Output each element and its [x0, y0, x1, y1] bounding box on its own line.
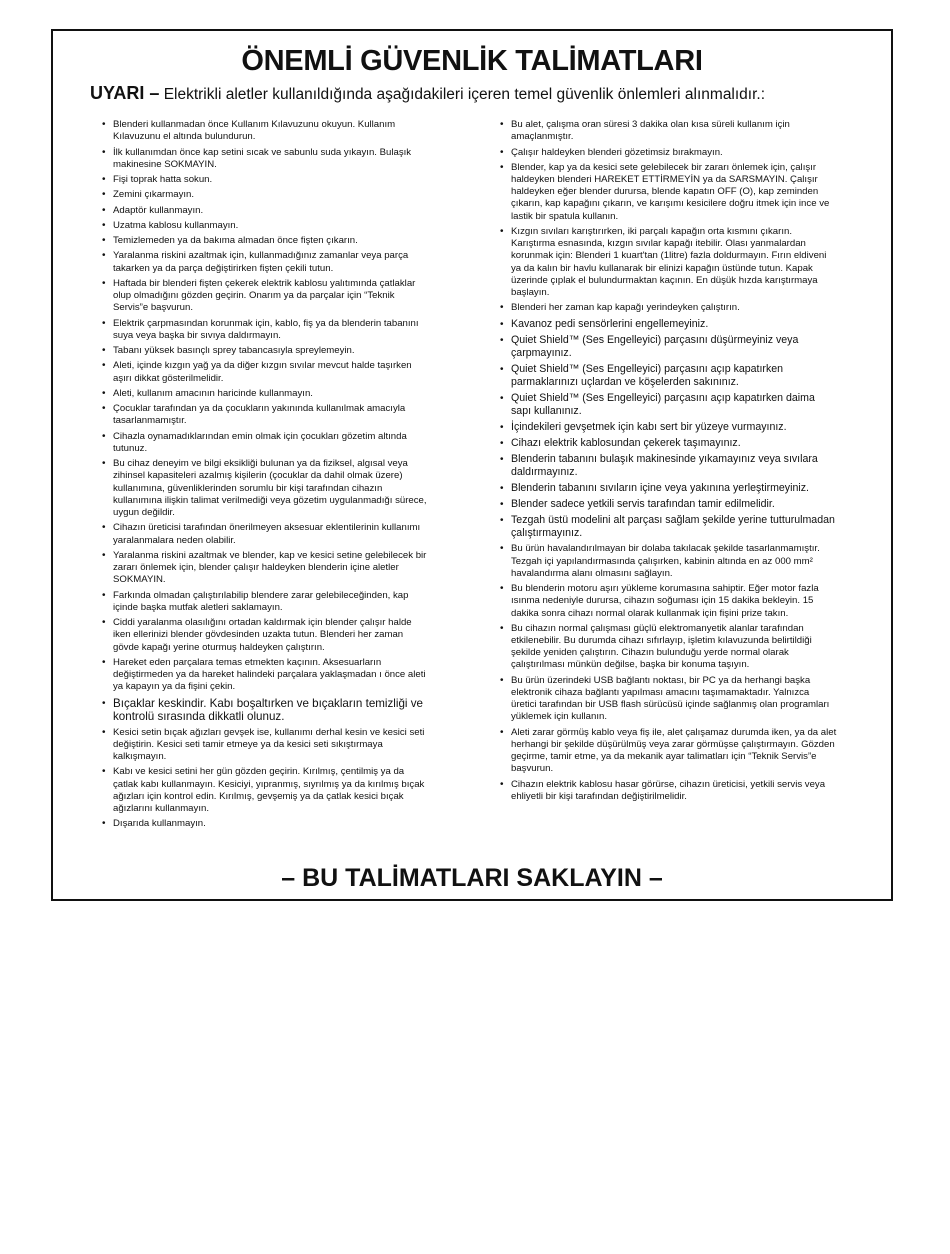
list-item: • Dışarıda kullanmayın. — [99, 818, 429, 830]
list-item: • Cihazı elektrik kablosundan çekerek taşımayınız. — [497, 437, 837, 450]
list-item: • Bu ürün havalandırılmayan bir dolaba takılacak şekilde tasarlanmamıştır. Tezgah içi yapılandırmasında çalışırken, kabinin altında en az 000 mm² havalandırma alanı olmasını sağlayın. — [497, 543, 837, 580]
list-item: • Hareket eden parçalara temas etmekten kaçının. Aksesuarların değiştirmeden ya da hareket halindeki parçalara yaklaşmadan ı önce aleti ya kapayın ya da fişini çekin. — [99, 657, 429, 694]
list-item: • Blenderin tabanını sıvıların içine veya yakınına yerleştirmeyiniz. — [497, 482, 837, 495]
list-item: • Kavanoz pedi sensörlerini engellemeyiniz. — [497, 318, 837, 331]
list-item: • Kabı ve kesici setini her gün gözden geçirin. Kırılmış, çentilmiş ya da çatlak kabı kullanmayın. Kesiciyi, yıpranmış, sıyrılmış ya da kırılmış bıçak ağızları için kontrol edin. Kırılmış, gevşemiş ya da çatlak kesici bıçak ağızlarını kullanmayın. — [99, 766, 429, 815]
list-item: • Bu blenderin motoru aşırı yükleme korumasına sahiptir. Eğer motor fazla ısınma nedeniyle durursa, cihazın soğuması için 15 dakika bekleyin. 15 dakika sonra cihazı normal olarak kullanmak için fişini prize takın. — [497, 583, 837, 620]
list-item: • Zemini çıkarmayın. — [99, 189, 429, 201]
list-item: • Yaralanma riskini azaltmak için, kullanmadığınız zamanlar veya parça takarken ya da parça değiştirirken fişten çekili tutun. — [99, 250, 429, 274]
list-item: • Kesici setin bıçak ağızları gevşek ise, kullanımı derhal kesin ve kesici seti değiştirin. Kesici seti tamir etmeye ya da kesici seti sıkıştırmaya kalkışmayın. — [99, 727, 429, 764]
list-item: • Ciddi yaralanma olasılığını ortadan kaldırmak için blender çalışır halde iken ellerinizi blender gövdesinden uzakta tutun. Blenderi her zaman gövde kapağı yerine oturmuş haldeyken çalıştırın. — [99, 617, 429, 654]
list-item: • Çocuklar tarafından ya da çocukların yakınında kullanılmak amacıyla tasarlanmamıştır. — [99, 403, 429, 427]
list-item: • Aleti, kullanım amacının haricinde kullanmayın. — [99, 388, 429, 400]
instructions-frame — [51, 29, 893, 901]
list-item: • Bu ürün üzerindeki USB bağlantı noktası, bir PC ya da herhangi başka elektronik cihaza bağlantı yapılması amacını taşımamaktadır. Yalnızca üretici tarafından bir USB flash sürücüsü içinde sağlanmış olan programları yüklemek için kullanın. — [497, 675, 837, 724]
list-item: • Kızgın sıvıları karıştırırken, iki parçalı kapağın orta kısmını çıkarın. Karıştırma esnasında, kızgın sıvılar kapağı itebilir. Olası yanmalardan korunmak için: Blenderi 1 kuart'tan (1litre) fazla doldurmayın. Fırın eldiveni ya da kalın bir havlu kullanarak bir elinizi kapağın üstünde tutun. Kapak üzerinde çıplak el bulundurmaktan kaçının. En düşük hızda karıştırmaya başlayın. — [497, 226, 837, 299]
list-item: • Bıçaklar keskindir. Kabı boşaltırken ve bıçakların temizliği ve kontrolü sırasında dikkatli olunuz. — [99, 697, 429, 724]
list-item: • Bu cihazın normal çalışması güçlü elektromanyetik alanlar tarafından etkilenebilir. Bu durumda cihazı sıfırlayıp, işletim kılavuzunda belirtildiği şekilde yeniden çalıştırın. Cihazın bulunduğu yerde normal olarak çalıştırılması münkün değilse, başka bir konuma taşıyın. — [497, 623, 837, 672]
list-item: • Yaralanma riskini azaltmak ve blender, kap ve kesici setine gelebilecek bir zararı önlemek için, blender çalışır haldeyken blenderin içine aletler SOKMAYIN. — [99, 550, 429, 587]
list-item: • Tabanı yüksek basınçlı sprey tabancasıyla spreylemeyin. — [99, 345, 429, 357]
list-item: • Blender, kap ya da kesici sete gelebilecek bir zararı önlemek için, çalışır haldeyken blenderi HAREKET ETTİRMEYİN ya da SARSMAYIN. Çalışır haldeyken eğer blender durursa, blende kapatın OFF (O), kap zeminden çıkarın, kap kapağını çıkarın, ve karışımı kesicilere doğru itmek için ince ve lastik bir spatula kullanın. — [497, 162, 837, 223]
list-item: • Blenderin tabanını bulaşık makinesinde yıkamayınız veya sıvılara daldırmayınız. — [497, 453, 837, 479]
list-item: • Blenderi kullanmadan önce Kullanım Kılavuzunu okuyun. Kullanım Kılavuzunu el altında bulundurun. — [99, 119, 429, 143]
list-item: • Cihazla oynamadıklarından emin olmak için çocukları gözetim altında tutunuz. — [99, 431, 429, 455]
list-item: • Quiet Shield™ (Ses Engelleyici) parçasını düşürmeyiniz veya çarpmayınız. — [497, 334, 837, 360]
left-column-list — [99, 119, 429, 834]
page-title: ÖNEMLİ GÜVENLİK TALİMATLARI — [241, 45, 703, 77]
list-item: • İlk kullanımdan önce kap setini sıcak ve sabunlu suda yıkayın. Bulaşık makinesine SOKMAYIN. — [99, 147, 429, 171]
list-item: • Uzatma kablosu kullanmayın. — [99, 220, 429, 232]
list-item: • Blender sadece yetkili servis tarafından tamir edilmelidir. — [497, 498, 837, 511]
list-item: • Quiet Shield™ (Ses Engelleyici) parçasını açıp kapatırken parmaklarınızı uçlardan ve köşelerden sakınınız. — [497, 363, 837, 389]
list-item: • Çalışır haldeyken blenderi gözetimsiz bırakmayın. — [497, 147, 837, 159]
list-item: • Aleti zarar görmüş kablo veya fiş ile, alet çalışamaz durumda iken, ya da alet herhangi bir şekilde düşürülmüş veya zarar görmüşse çalıştırmayın. Gözden geçirme, tamir etme, ya da mekanik ayar talimatları için “Teknik Servis”e başvurun. — [497, 727, 837, 776]
list-item: • Aleti, içinde kızgın yağ ya da diğer kızgın sıvılar mevcut halde taşırken aşırı dikkat gösterilmelidir. — [99, 360, 429, 384]
list-item: • Elektrik çarpmasından korunmak için, kablo, fiş ya da blenderin tabanını suya veya başka bir sıvıya daldırmayın. — [99, 318, 429, 342]
warning-text: Elektrikli aletler kullanıldığında aşağıdakileri içeren temel güvenlik önlemleri alınmalıdır.: — [163, 86, 766, 103]
list-item: • Bu cihaz deneyim ve bilgi eksikliği bulunan ya da fiziksel, algısal veya zihinsel kapasiteleri azalmış kişilerin (çocuklar da dahil olmak üzere) kullanımına, güvenliklerinden sorumlu bir kişi tarafından cihazın kullanımına ilişkin talimat verilmediği veya gözetim uygulanmadığı sürece, uygun değildir. — [99, 458, 429, 519]
list-item: • Farkında olmadan çalıştırılabilip blendere zarar gelebileceğinden, kap içinde başka mutfak aletleri saklamayın. — [99, 590, 429, 614]
list-item: • Temizlemeden ya da bakıma almadan önce fişten çıkarın. — [99, 235, 429, 247]
list-item: • Cihazın elektrik kablosu hasar görürse, cihazın üreticisi, yetkili servis veya ehliyetli bir kişi tarafından değiştirilmelidir. — [497, 779, 837, 803]
list-item: • Adaptör kullanmayın. — [99, 205, 429, 217]
list-item: • Quiet Shield™ (Ses Engelleyici) parçasını açıp kapatırken daima sapı kullanınız. — [497, 392, 837, 418]
right-column-list — [497, 119, 837, 806]
list-item: • İçindekileri gevşetmek için kabı sert bir yüzeye vurmayınız. — [497, 421, 837, 434]
list-item: • Haftada bir blenderi fişten çekerek elektrik kablosu yalıtımında çatlaklar olup olmadığını gözden geçirin. Onarım ya da parçalar için “Teknik Servis”e başvurun. — [99, 278, 429, 315]
closing-banner: – BU TALİMATLARI SAKLAYIN – — [281, 864, 663, 892]
warning-line — [90, 83, 871, 104]
list-item: • Fişi toprak hatta sokun. — [99, 174, 429, 186]
list-item: • Bu alet, çalışma oran süresi 3 dakika olan kısa süreli kullanım için amaçlanmıştır. — [497, 119, 837, 143]
list-item: • Tezgah üstü modelini alt parçası sağlam şekilde yerine tutturulmadan çalıştırmayınız. — [497, 514, 837, 540]
list-item: • Blenderi her zaman kap kapağı yerindeyken çalıştırın. — [497, 302, 837, 314]
list-item: • Cihazın üreticisi tarafından önerilmeyen aksesuar eklentilerinin kullanımı yaralanmalara neden olabilir. — [99, 522, 429, 546]
warning-label: UYARI – — [90, 83, 160, 103]
